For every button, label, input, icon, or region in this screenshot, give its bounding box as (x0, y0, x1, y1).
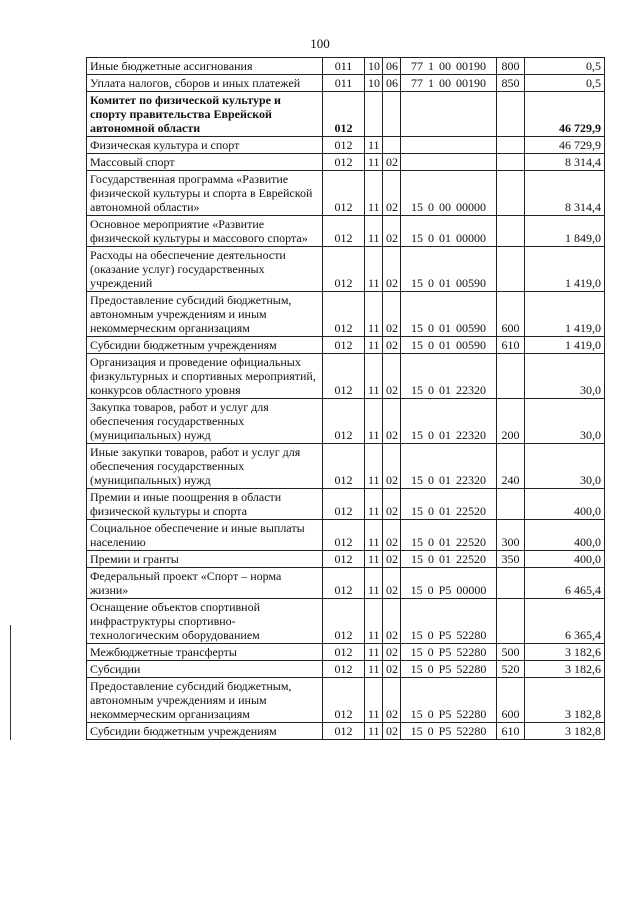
amount: 3 182,8 (525, 678, 605, 723)
table-row (87, 75, 605, 92)
section-code: 11 (365, 154, 383, 171)
subsection-code: 02 (383, 644, 401, 661)
expense-type-code (497, 137, 525, 154)
amount: 1 419,0 (525, 337, 605, 354)
target-article-code: 15 0 01 00590 (401, 337, 497, 354)
section-code: 11 (365, 599, 383, 644)
table-row (87, 354, 605, 399)
amount: 400,0 (525, 489, 605, 520)
section-code: 11 (365, 399, 383, 444)
target-article-code: 15 0 01 22520 (401, 489, 497, 520)
item-name: Социальное обеспечение и иные выплаты населению (87, 520, 323, 551)
subsection-code: 02 (383, 399, 401, 444)
amount: 3 182,6 (525, 644, 605, 661)
table-row (87, 678, 605, 723)
target-article-code: 15 0 P5 52280 (401, 644, 497, 661)
table-row (87, 444, 605, 489)
item-name: Иные закупки товаров, работ и услуг для обеспечения государственных (муниципальных) нужд (87, 444, 323, 489)
table-row (87, 520, 605, 551)
expense-type-code: 850 (497, 75, 525, 92)
table-row (87, 723, 605, 740)
ministry-code: 012 (323, 354, 365, 399)
item-name: Субсидии бюджетным учреждениям (87, 723, 323, 740)
section-code: 11 (365, 354, 383, 399)
target-article-code (401, 137, 497, 154)
item-name: Физическая культура и спорт (87, 137, 323, 154)
subsection-code: 02 (383, 568, 401, 599)
table-row (87, 247, 605, 292)
section-code: 11 (365, 520, 383, 551)
subsection-code (383, 137, 401, 154)
item-name: Иные бюджетные ассигнования (87, 58, 323, 75)
amount: 3 182,8 (525, 723, 605, 740)
amount: 3 182,6 (525, 661, 605, 678)
section-code: 10 (365, 75, 383, 92)
amount: 8 314,4 (525, 171, 605, 216)
amount: 1 419,0 (525, 292, 605, 337)
section-code: 11 (365, 292, 383, 337)
ministry-code: 012 (323, 723, 365, 740)
section-code: 11 (365, 137, 383, 154)
subsection-code: 02 (383, 337, 401, 354)
item-name: Предоставление субсидий бюджетным, автономным учреждениям и иным некоммерческим организациям (87, 292, 323, 337)
target-article-code: 15 0 01 22520 (401, 520, 497, 551)
expense-type-code: 520 (497, 661, 525, 678)
subsection-code: 02 (383, 723, 401, 740)
amount: 1 419,0 (525, 247, 605, 292)
target-article-code: 15 0 P5 52280 (401, 678, 497, 723)
amount: 0,5 (525, 75, 605, 92)
ministry-code: 011 (323, 58, 365, 75)
expense-type-code (497, 92, 525, 137)
item-name: Межбюджетные трансферты (87, 644, 323, 661)
target-article-code: 15 0 01 22320 (401, 354, 497, 399)
section-code: 11 (365, 337, 383, 354)
section-code: 11 (365, 489, 383, 520)
table-row (87, 58, 605, 75)
section-code: 11 (365, 216, 383, 247)
subsection-code: 02 (383, 489, 401, 520)
table-row (87, 171, 605, 216)
budget-table (86, 57, 605, 740)
expense-type-code: 600 (497, 292, 525, 337)
amount: 400,0 (525, 520, 605, 551)
section-code: 11 (365, 723, 383, 740)
expense-type-code (497, 247, 525, 292)
section-code: 11 (365, 171, 383, 216)
ministry-code: 012 (323, 661, 365, 678)
table-row (87, 661, 605, 678)
amount: 0,5 (525, 58, 605, 75)
target-article-code: 15 0 01 22320 (401, 399, 497, 444)
table-row (87, 292, 605, 337)
target-article-code: 15 0 P5 52280 (401, 723, 497, 740)
section-code: 11 (365, 568, 383, 599)
item-name: Премии и иные поощрения в области физической культуры и спорта (87, 489, 323, 520)
margin-line (10, 625, 11, 740)
amount: 30,0 (525, 399, 605, 444)
item-name: Субсидии (87, 661, 323, 678)
item-name: Организация и проведение официальных физкультурных и спортивных мероприятий, конкурсов областного уровня (87, 354, 323, 399)
ministry-code: 012 (323, 92, 365, 137)
item-name: Массовый спорт (87, 154, 323, 171)
expense-type-code: 300 (497, 520, 525, 551)
expense-type-code (497, 171, 525, 216)
item-name: Федеральный проект «Спорт – норма жизни» (87, 568, 323, 599)
page-number: 100 (310, 36, 330, 51)
target-article-code: 15 0 P5 52280 (401, 661, 497, 678)
amount: 46 729,9 (525, 137, 605, 154)
budget-table-body (87, 58, 605, 740)
amount: 8 314,4 (525, 154, 605, 171)
section-code (365, 92, 383, 137)
ministry-code: 012 (323, 216, 365, 247)
item-name: Субсидии бюджетным учреждениям (87, 337, 323, 354)
table-row (87, 92, 605, 137)
target-article-code: 15 0 01 00000 (401, 216, 497, 247)
expense-type-code (497, 568, 525, 599)
expense-type-code: 500 (497, 644, 525, 661)
table-row (87, 551, 605, 568)
ministry-code: 012 (323, 337, 365, 354)
target-article-code: 15 0 00 00000 (401, 171, 497, 216)
table-row (87, 154, 605, 171)
ministry-code: 012 (323, 678, 365, 723)
amount: 30,0 (525, 444, 605, 489)
subsection-code: 02 (383, 247, 401, 292)
table-row (87, 599, 605, 644)
item-name: Предоставление субсидий бюджетным, автономным учреждениям и иным некоммерческим организациям (87, 678, 323, 723)
amount: 46 729,9 (525, 92, 605, 137)
amount: 1 849,0 (525, 216, 605, 247)
ministry-code: 012 (323, 399, 365, 444)
ministry-code: 012 (323, 444, 365, 489)
amount: 400,0 (525, 551, 605, 568)
expense-type-code: 200 (497, 399, 525, 444)
subsection-code: 02 (383, 678, 401, 723)
target-article-code (401, 154, 497, 171)
ministry-code: 012 (323, 247, 365, 292)
item-name: Закупка товаров, работ и услуг для обеспечения государственных (муниципальных) нужд (87, 399, 323, 444)
target-article-code: 15 0 01 22520 (401, 551, 497, 568)
target-article-code: 15 0 P5 52280 (401, 599, 497, 644)
target-article-code: 15 0 01 00590 (401, 292, 497, 337)
section-code: 11 (365, 644, 383, 661)
ministry-code: 012 (323, 292, 365, 337)
table-row (87, 644, 605, 661)
target-article-code: 15 0 01 00590 (401, 247, 497, 292)
subsection-code: 02 (383, 216, 401, 247)
section-code: 10 (365, 58, 383, 75)
subsection-code: 02 (383, 661, 401, 678)
subsection-code: 02 (383, 154, 401, 171)
amount: 30,0 (525, 354, 605, 399)
target-article-code: 77 1 00 00190 (401, 75, 497, 92)
section-code: 11 (365, 247, 383, 292)
expense-type-code: 600 (497, 678, 525, 723)
expense-type-code (497, 599, 525, 644)
ministry-code: 012 (323, 599, 365, 644)
ministry-code: 012 (323, 520, 365, 551)
subsection-code: 02 (383, 292, 401, 337)
subsection-code: 06 (383, 58, 401, 75)
expense-type-code (497, 489, 525, 520)
subsection-code: 02 (383, 444, 401, 489)
expense-type-code (497, 216, 525, 247)
ministry-code: 012 (323, 154, 365, 171)
table-row (87, 399, 605, 444)
subsection-code: 06 (383, 75, 401, 92)
table-row (87, 489, 605, 520)
item-name: Комитет по физической культуре и спорту правительства Еврейской автономной области (87, 92, 323, 137)
ministry-code: 012 (323, 137, 365, 154)
expense-type-code: 350 (497, 551, 525, 568)
target-article-code: 77 1 00 00190 (401, 58, 497, 75)
section-code: 11 (365, 444, 383, 489)
subsection-code: 02 (383, 599, 401, 644)
amount: 6 465,4 (525, 568, 605, 599)
item-name: Государственная программа «Развитие физической культуры и спорта в Еврейской автономной области» (87, 171, 323, 216)
target-article-code: 15 0 01 22320 (401, 444, 497, 489)
amount: 6 365,4 (525, 599, 605, 644)
subsection-code: 02 (383, 171, 401, 216)
expense-type-code: 610 (497, 723, 525, 740)
ministry-code: 012 (323, 171, 365, 216)
subsection-code: 02 (383, 354, 401, 399)
subsection-code: 02 (383, 520, 401, 551)
expense-type-code (497, 354, 525, 399)
section-code: 11 (365, 661, 383, 678)
item-name: Уплата налогов, сборов и иных платежей (87, 75, 323, 92)
item-name: Основное мероприятие «Развитие физической культуры и массового спорта» (87, 216, 323, 247)
ministry-code: 012 (323, 489, 365, 520)
expense-type-code: 800 (497, 58, 525, 75)
subsection-code (383, 92, 401, 137)
subsection-code: 02 (383, 551, 401, 568)
table-row (87, 216, 605, 247)
expense-type-code (497, 154, 525, 171)
ministry-code: 012 (323, 568, 365, 599)
target-article-code: 15 0 P5 00000 (401, 568, 497, 599)
ministry-code: 012 (323, 644, 365, 661)
table-row (87, 337, 605, 354)
table-row (87, 568, 605, 599)
ministry-code: 011 (323, 75, 365, 92)
target-article-code (401, 92, 497, 137)
item-name: Премии и гранты (87, 551, 323, 568)
table-row (87, 137, 605, 154)
expense-type-code: 610 (497, 337, 525, 354)
section-code: 11 (365, 678, 383, 723)
expense-type-code: 240 (497, 444, 525, 489)
item-name: Расходы на обеспечение деятельности (оказание услуг) государственных учреждений (87, 247, 323, 292)
ministry-code: 012 (323, 551, 365, 568)
item-name: Оснащение объектов спортивной инфраструктуры спортивно-технологическим оборудованием (87, 599, 323, 644)
section-code: 11 (365, 551, 383, 568)
